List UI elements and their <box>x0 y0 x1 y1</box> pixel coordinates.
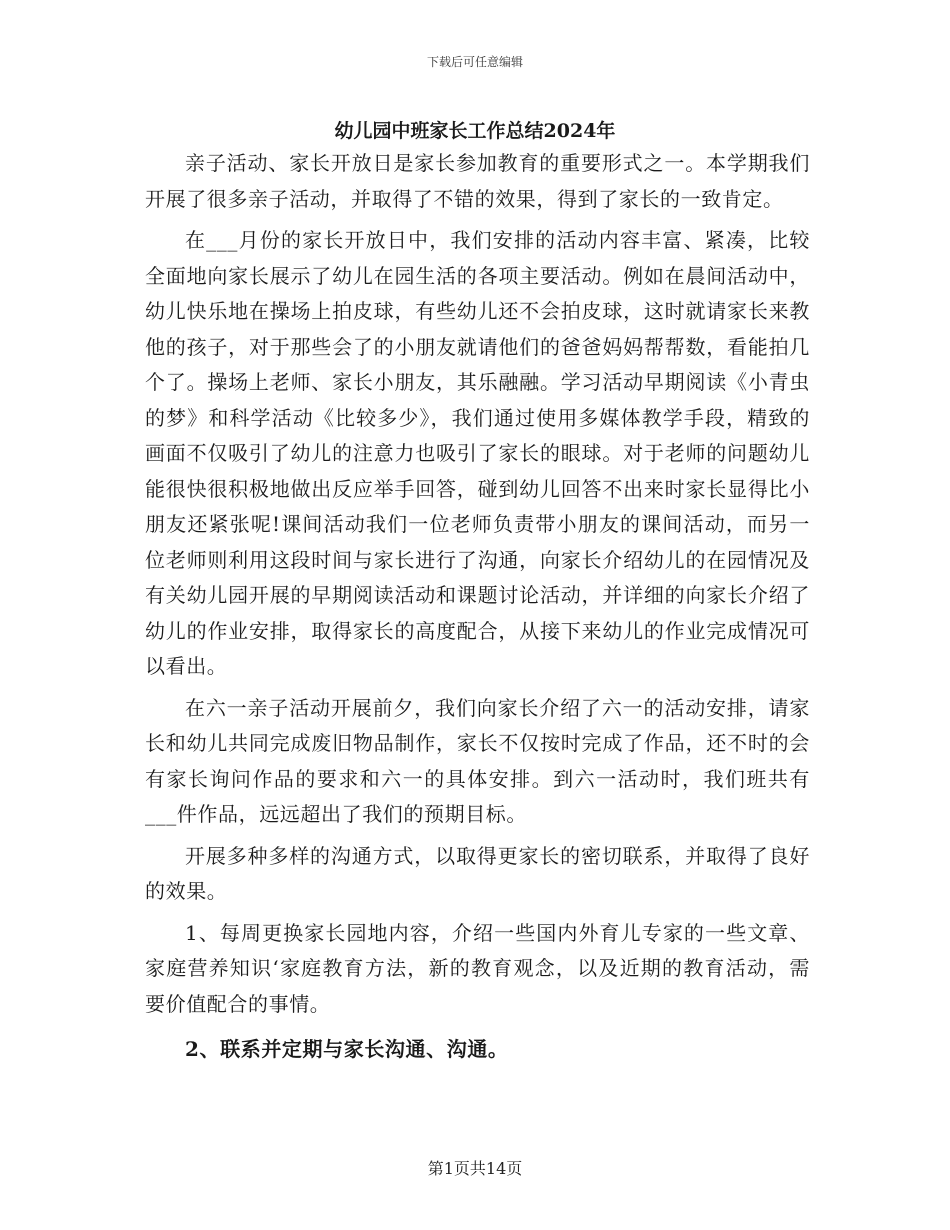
download-note: 下载后可任意编辑 <box>426 55 523 69</box>
document-title: 幼儿园中班家长工作总结2024年 <box>334 120 616 142</box>
section-heading: 2、联系并定期与家长沟通、沟通。 <box>185 1037 509 1061</box>
paragraph: 1、每周更换家长园地内容，介绍一些国内外育儿专家的一些文章、家庭营养知识‘家庭教育方法，新的教育观念，以及近期的教育活动，需要价值配合的事情。 <box>145 920 810 1016</box>
paragraph: 亲子活动、家长开放日是家长参加教育的重要形式之一。本学期我们开展了很多亲子活动，并取得了不错的效果，得到了家长的一致肯定。 <box>145 151 810 211</box>
page-number: 第1页共14页 <box>427 1159 523 1178</box>
paragraph: 在六一亲子活动开展前夕，我们向家长介绍了六一的活动安排，请家长和幼儿共同完成废旧物品制作，家长不仅按时完成了作品，还不时的会有家长询问作品的要求和六一的具体安排。到六一活动时，我们班共有___件作品，远远超出了我们的预期目标。 <box>145 695 810 826</box>
paragraph: 在___月份的家长开放日中，我们安排的活动内容丰富、紧凑，比较全面地向家长展示了幼儿在园生活的各项主要活动。例如在晨间活动中，幼儿快乐地在操场上拍皮球，有些幼儿还不会拍皮球，这时就请家长来教他的孩子，对于那些会了的小朋友就请他们的爸爸妈妈帮帮数，看能拍几个了。操场上老师、家长小朋友，其乐融融。学习活动早期阅读《小青虫的梦》和科学活动《比较多少》，我们通过使用多媒体教学手段，精致的画面不仅吸引了幼儿的注意力也吸引了家长的眼球。对于老师的问题幼儿能很快很积极地做出反应举手回答，碰到幼儿回答不出来时家长显得比小朋友还紧张呢!课间活动我们一位老师负责带小朋友的课间活动，而另一位老师则利用这段时间与家长进行了沟通，向家长介绍幼儿的在园情况及有关幼儿园开展的早期阅读活动和课题讨论活动，并详细的向家长介绍了幼儿的作业安排，取得家长的高度配合，从接下来幼儿的作业完成情况可以看出。 <box>145 228 810 678</box>
document-body <box>145 146 810 1074</box>
paragraph: 开展多种多样的沟通方式，以取得更家长的密切联系，并取得了良好的效果。 <box>145 843 810 903</box>
